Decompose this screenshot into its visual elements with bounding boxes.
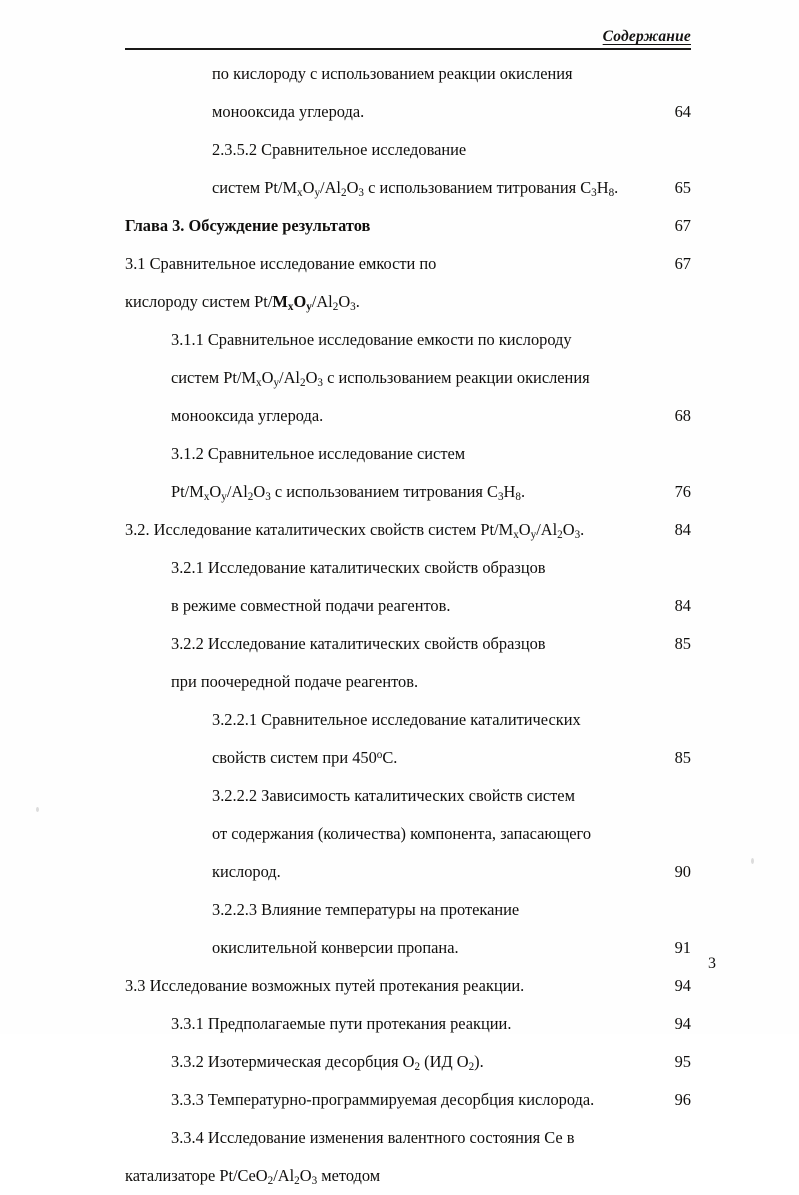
toc-entry-label: систем $Pt/M_xO_y/Al_2O_3$ с использованием реакции окисления <box>171 368 590 390</box>
toc-entry-page-number: 84 <box>674 596 691 615</box>
toc-entry-label: 3.3.3 Температурно-программируемая десорбция кислорода. <box>171 1090 595 1109</box>
toc-entry-page-number: 64 <box>674 102 691 121</box>
toc-entry[interactable] <box>125 55 691 93</box>
toc-entry[interactable] <box>125 283 691 321</box>
toc-entry-label: 3.3 Исследование возможных путей протекания реакции. <box>125 976 525 995</box>
toc-entry[interactable] <box>125 207 691 245</box>
toc-entry-label: монооксида углерода. <box>171 406 324 425</box>
toc-entry-label: 3.1 Сравнительное исследование емкости по <box>125 254 437 273</box>
toc-entry[interactable] <box>125 245 691 283</box>
toc-entry-label: окислительной конверсии пропана. <box>212 938 459 957</box>
toc-entry[interactable] <box>125 853 691 891</box>
toc-entry[interactable] <box>125 663 691 701</box>
toc-entry[interactable] <box>125 1119 691 1157</box>
toc-entry-label: 3.1.1 Сравнительное исследование емкости по кислороду <box>171 330 572 349</box>
toc-entry-label: 3.2.2.1 Сравнительное исследование каталитических <box>212 710 581 729</box>
toc-entry[interactable] <box>125 815 691 853</box>
toc-entry[interactable] <box>125 511 691 549</box>
toc-entry-label: 3.2. Исследование каталитических свойств систем $Pt/M_xO_y/Al_2O_3$. <box>125 520 585 542</box>
toc-entry-label: 3.1.2 Сравнительное исследование систем <box>171 444 466 463</box>
page-number: 3 <box>708 955 716 972</box>
toc-entry[interactable] <box>125 435 691 473</box>
toc-entry-label: 3.3.2 Изотермическая десорбция $O_2$ (ИД $O_2$). <box>171 1052 484 1074</box>
toc-entry-page-number: 90 <box>674 862 691 881</box>
toc-entry-page-number: 67 <box>674 254 691 273</box>
toc-entry[interactable] <box>125 777 691 815</box>
toc-entry-label: при поочередной подаче реагентов. <box>171 672 419 691</box>
toc-entry[interactable] <box>125 549 691 587</box>
table-of-contents <box>125 55 691 1195</box>
toc-entry-label: $Pt/M_xO_y/Al_2O_3$ с использованием титрования $C_3H_8$. <box>171 482 526 504</box>
toc-entry-label: систем $Pt/M_xO_y/Al_2O_3$ с использованием титрования $C_3H_8$. <box>212 178 619 200</box>
toc-entry[interactable] <box>125 587 691 625</box>
running-header <box>125 28 691 50</box>
toc-entry[interactable] <box>125 359 691 397</box>
toc-entry[interactable] <box>125 131 691 169</box>
toc-entry-label: 3.2.2.2 Зависимость каталитических свойств систем <box>212 786 575 805</box>
toc-entry[interactable] <box>125 701 691 739</box>
toc-entry[interactable] <box>125 625 691 663</box>
toc-entry[interactable] <box>125 1157 691 1195</box>
toc-entry-page-number: 67 <box>674 216 691 235</box>
toc-entry-label: от содержания (количества) компонента, запасающего <box>212 824 592 843</box>
toc-entry-page-number: 68 <box>674 406 691 425</box>
toc-entry-label: кислород. <box>212 862 281 881</box>
toc-entry-label: свойств систем при $450^оС$. <box>212 748 398 767</box>
toc-entry-label: 2.3.5.2 Сравнительное исследование <box>212 140 467 159</box>
toc-entry[interactable] <box>125 1081 691 1119</box>
toc-entry-label: катализаторе $Pt/CeO_2/Al_2O_3$ методом <box>125 1166 381 1188</box>
toc-entry-label: по кислороду с использованием реакции окисления <box>212 64 573 83</box>
toc-entry-label: кислороду систем $Pt/M_xO_y/Al_2O_3$. <box>125 292 360 314</box>
toc-entry-page-number: 91 <box>674 938 691 957</box>
toc-entry-label: монооксида углерода. <box>212 102 365 121</box>
toc-entry-page-number: 84 <box>674 520 691 539</box>
scan-speckle <box>751 858 754 864</box>
toc-entry-label: Глава 3. Обсуждение результатов <box>125 216 371 235</box>
toc-entry[interactable] <box>125 473 691 511</box>
toc-entry-page-number: 96 <box>674 1090 691 1109</box>
scan-speckle <box>36 807 39 812</box>
header-title: Содержание <box>602 28 691 45</box>
toc-entry[interactable] <box>125 1005 691 1043</box>
toc-entry-label: 3.2.2 Исследование каталитических свойств образцов <box>171 634 546 653</box>
toc-entry-page-number: 94 <box>674 976 691 995</box>
toc-entry[interactable] <box>125 891 691 929</box>
toc-entry-page-number: 76 <box>674 482 691 501</box>
toc-entry-page-number: 65 <box>674 178 691 197</box>
toc-entry-page-number: 85 <box>674 634 691 653</box>
header-rule <box>125 48 691 50</box>
toc-entry[interactable] <box>125 169 691 207</box>
toc-entry-label: 3.3.1 Предполагаемые пути протекания реакции. <box>171 1014 512 1033</box>
toc-entry[interactable] <box>125 321 691 359</box>
toc-entry-label: 3.2.2.3 Влияние температуры на протекание <box>212 900 520 919</box>
toc-entry[interactable] <box>125 93 691 131</box>
toc-entry[interactable] <box>125 1043 691 1081</box>
toc-entry[interactable] <box>125 397 691 435</box>
toc-entry-page-number: 95 <box>674 1052 691 1071</box>
toc-entry-page-number: 85 <box>674 748 691 767</box>
toc-entry[interactable] <box>125 739 691 777</box>
toc-entry-label: 3.3.4 Исследование изменения валентного состояния Се в <box>171 1128 575 1147</box>
toc-entry-label: в режиме совместной подачи реагентов. <box>171 596 451 615</box>
toc-entry-page-number: 94 <box>674 1014 691 1033</box>
toc-entry-label: 3.2.1 Исследование каталитических свойств образцов <box>171 558 546 577</box>
